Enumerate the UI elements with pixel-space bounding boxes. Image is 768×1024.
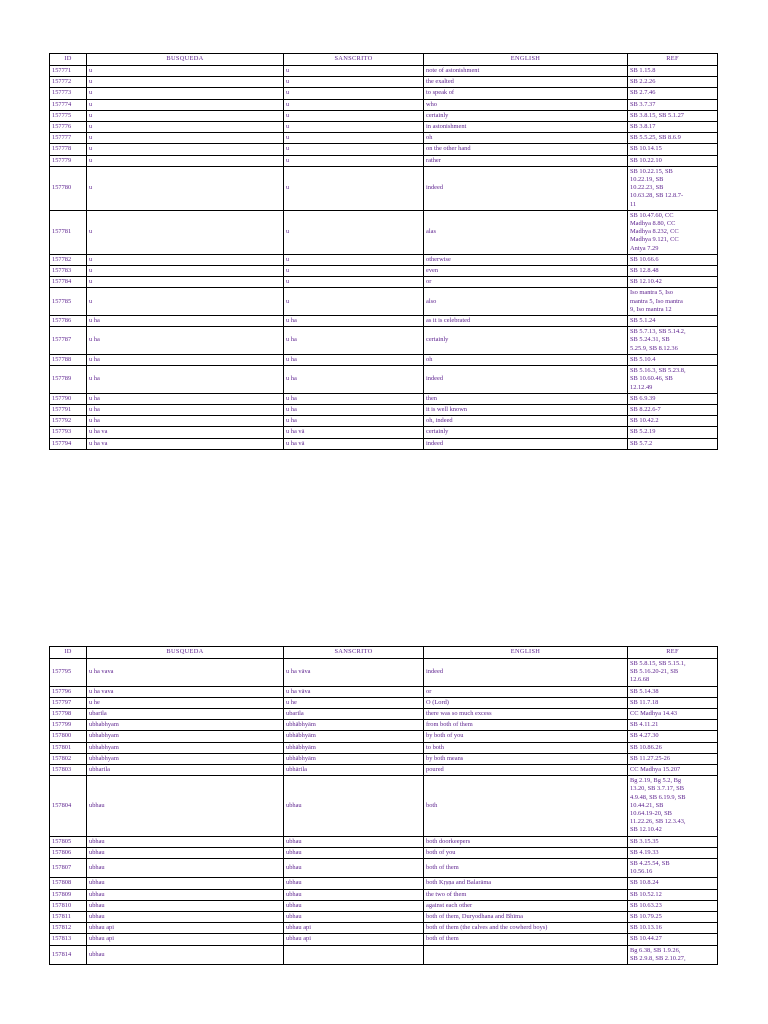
- cell-english: note of astonishment: [424, 66, 628, 77]
- cell-sanscrito: u: [284, 88, 424, 99]
- cell-busqueda: u ha vava: [87, 686, 284, 697]
- cell-id: 157775: [50, 110, 87, 121]
- cell-id: 157785: [50, 288, 87, 316]
- cell-ref: SB 4.25.54, SB 10.56.16: [628, 859, 718, 878]
- cell-sanscrito: u: [284, 144, 424, 155]
- table-row: [50, 659, 718, 687]
- cell-english: there was so much excess: [424, 709, 628, 720]
- cell-ref: SB 2.2.26: [628, 77, 718, 88]
- cell-sanscrito: u: [284, 110, 424, 121]
- cell-busqueda: ubhau: [87, 836, 284, 847]
- cell-busqueda: ubhau: [87, 945, 284, 964]
- cell-ref: SB 5.5.25, SB 8.6.9: [628, 133, 718, 144]
- cell-sanscrito: u ha: [284, 316, 424, 327]
- table-row: [50, 210, 718, 254]
- cell-busqueda: u: [87, 144, 284, 155]
- cell-busqueda: ubarila: [87, 709, 284, 720]
- header-sanscrito: SANSCRITO: [284, 647, 424, 659]
- cell-busqueda: u ha: [87, 354, 284, 365]
- cell-ref: SB 10.8.24: [628, 878, 718, 889]
- cell-english: both of them, Duryodhana and Bhīma: [424, 912, 628, 923]
- cell-english: or: [424, 686, 628, 697]
- cell-english: on the other hand: [424, 144, 628, 155]
- cell-ref: Iso mantra 5, Iso mantra 5, Iso mantra 9, Iso mantra 12: [628, 288, 718, 316]
- cell-ref: SB 10.79.25: [628, 912, 718, 923]
- cell-english: alas: [424, 210, 628, 254]
- cell-sanscrito: ubhau: [284, 836, 424, 847]
- cell-sanscrito: ubhau: [284, 859, 424, 878]
- table-row: [50, 686, 718, 697]
- cell-english: O (Lord): [424, 697, 628, 708]
- cell-id: 157810: [50, 900, 87, 911]
- table-row: [50, 166, 718, 210]
- cell-id: 157796: [50, 686, 87, 697]
- table-row: [50, 720, 718, 731]
- cell-busqueda: u: [87, 254, 284, 265]
- header-busqueda: BUSQUEDA: [87, 647, 284, 659]
- cell-busqueda: ubhau: [87, 859, 284, 878]
- cell-busqueda: u ha: [87, 327, 284, 355]
- cell-sanscrito: ubarila: [284, 709, 424, 720]
- cell-english: who: [424, 99, 628, 110]
- table-row: [50, 77, 718, 88]
- cell-busqueda: ubhabhyam: [87, 731, 284, 742]
- cell-busqueda: ubhau: [87, 889, 284, 900]
- cell-sanscrito: ubhābhyām: [284, 731, 424, 742]
- cell-sanscrito: u: [284, 77, 424, 88]
- cell-english: indeed: [424, 166, 628, 210]
- cell-ref: SB 12.8.48: [628, 266, 718, 277]
- table-row: [50, 122, 718, 133]
- cell-ref: SB 10.14.15: [628, 144, 718, 155]
- cell-ref: SB 5.2.19: [628, 427, 718, 438]
- cell-ref: Bg 6.38, SB 1.9.26, SB 2.9.8, SB 2.10.27,: [628, 945, 718, 964]
- cell-id: 157784: [50, 277, 87, 288]
- cell-sanscrito: ubhābhyām: [284, 753, 424, 764]
- cell-sanscrito: ubhau: [284, 878, 424, 889]
- cell-english: it is well known: [424, 404, 628, 415]
- cell-english: or: [424, 277, 628, 288]
- cell-ref: SB 2.7.46: [628, 88, 718, 99]
- cell-english: then: [424, 393, 628, 404]
- cell-sanscrito: u ha: [284, 416, 424, 427]
- cell-english: indeed: [424, 659, 628, 687]
- cell-id: 157780: [50, 166, 87, 210]
- cell-busqueda: ubhau api: [87, 923, 284, 934]
- cell-sanscrito: u: [284, 288, 424, 316]
- cell-sanscrito: u ha: [284, 393, 424, 404]
- table-row: [50, 366, 718, 394]
- cell-sanscrito: u: [284, 133, 424, 144]
- cell-ref: SB 12.10.42: [628, 277, 718, 288]
- cell-id: 157776: [50, 122, 87, 133]
- cell-english: both of them (the calves and the cowherd boys): [424, 923, 628, 934]
- cell-english: indeed: [424, 438, 628, 449]
- table-row: [50, 254, 718, 265]
- cell-ref: SB 1.15.8: [628, 66, 718, 77]
- cell-busqueda: u ha: [87, 416, 284, 427]
- cell-english: from both of them: [424, 720, 628, 731]
- cell-id: 157805: [50, 836, 87, 847]
- cell-sanscrito: u he: [284, 697, 424, 708]
- cell-id: 157774: [50, 99, 87, 110]
- cell-sanscrito: ubhābhyām: [284, 742, 424, 753]
- cell-sanscrito: ubhau api: [284, 923, 424, 934]
- cell-sanscrito: u ha: [284, 404, 424, 415]
- table-row: [50, 66, 718, 77]
- cell-id: 157779: [50, 155, 87, 166]
- cell-id: 157773: [50, 88, 87, 99]
- table-row: [50, 416, 718, 427]
- cell-busqueda: u ha va: [87, 427, 284, 438]
- cell-sanscrito: u: [284, 155, 424, 166]
- table-2-body: [50, 659, 718, 965]
- cell-ref: SB 10.42.2: [628, 416, 718, 427]
- table-row: [50, 934, 718, 945]
- cell-sanscrito: u ha vā: [284, 438, 424, 449]
- cell-sanscrito: u: [284, 66, 424, 77]
- cell-busqueda: u ha: [87, 404, 284, 415]
- cell-id: 157814: [50, 945, 87, 964]
- cell-ref: SB 10.52.12: [628, 889, 718, 900]
- cell-ref: SB 10.22.10: [628, 155, 718, 166]
- table-row: [50, 697, 718, 708]
- cell-ref: SB 10.22.15, SB 10.22.19, SB 10.22.23, SB 10.63.28, SB 12.8.7- 11: [628, 166, 718, 210]
- cell-busqueda: ubharila: [87, 765, 284, 776]
- table-row: [50, 945, 718, 964]
- cell-id: 157806: [50, 847, 87, 858]
- cell-id: 157802: [50, 753, 87, 764]
- table-row: [50, 709, 718, 720]
- table-row: [50, 288, 718, 316]
- cell-sanscrito: [284, 945, 424, 964]
- cell-ref: SB 10.66.6: [628, 254, 718, 265]
- cell-ref: CC Madhya 15.207: [628, 765, 718, 776]
- cell-ref: SB 5.14.38: [628, 686, 718, 697]
- cell-id: 157772: [50, 77, 87, 88]
- table-1-body: [50, 66, 718, 450]
- cell-english: otherwise: [424, 254, 628, 265]
- table-row: [50, 776, 718, 836]
- cell-id: 157798: [50, 709, 87, 720]
- cell-ref: SB 10.44.27: [628, 934, 718, 945]
- cell-ref: SB 6.9.39: [628, 393, 718, 404]
- cell-id: 157786: [50, 316, 87, 327]
- table-row: [50, 99, 718, 110]
- cell-busqueda: u: [87, 88, 284, 99]
- table-row: [50, 354, 718, 365]
- cell-id: 157791: [50, 404, 87, 415]
- cell-id: 157783: [50, 266, 87, 277]
- cell-busqueda: u: [87, 133, 284, 144]
- cell-english: as it is celebrated: [424, 316, 628, 327]
- cell-ref: SB 4.11.21: [628, 720, 718, 731]
- cell-busqueda: u ha: [87, 393, 284, 404]
- cell-english: the two of them: [424, 889, 628, 900]
- table-row: [50, 144, 718, 155]
- cell-busqueda: u: [87, 77, 284, 88]
- cell-english: by both means: [424, 753, 628, 764]
- cell-id: 157813: [50, 934, 87, 945]
- cell-english: certainly: [424, 110, 628, 121]
- cell-english: even: [424, 266, 628, 277]
- cell-sanscrito: u ha vāva: [284, 686, 424, 697]
- table-row: [50, 847, 718, 858]
- cell-busqueda: u ha: [87, 316, 284, 327]
- cell-busqueda: ubhau: [87, 878, 284, 889]
- cell-id: 157804: [50, 776, 87, 836]
- header-id: ID: [50, 54, 87, 66]
- table-row: [50, 859, 718, 878]
- cell-sanscrito: u ha vāva: [284, 659, 424, 687]
- cell-english: both of them: [424, 934, 628, 945]
- table-row: [50, 836, 718, 847]
- header-ref: REF: [628, 54, 718, 66]
- cell-busqueda: u ha: [87, 366, 284, 394]
- header-english: ENGLISH: [424, 647, 628, 659]
- cell-id: 157809: [50, 889, 87, 900]
- cell-english: in astonishment: [424, 122, 628, 133]
- cell-busqueda: u: [87, 110, 284, 121]
- table-row: [50, 277, 718, 288]
- cell-ref: SB 10.86.26: [628, 742, 718, 753]
- cell-ref: SB 5.7.2: [628, 438, 718, 449]
- table-row: [50, 742, 718, 753]
- cell-id: 157807: [50, 859, 87, 878]
- table-row: [50, 110, 718, 121]
- table-row: [50, 133, 718, 144]
- cell-sanscrito: u ha vā: [284, 427, 424, 438]
- table-row: [50, 427, 718, 438]
- cell-ref: SB 10.13.16: [628, 923, 718, 934]
- cell-english: poured: [424, 765, 628, 776]
- dictionary-table-2: [49, 646, 718, 965]
- cell-busqueda: ubhau: [87, 900, 284, 911]
- cell-english: rather: [424, 155, 628, 166]
- cell-ref: SB 5.8.15, SB 5.15.1, SB 5.16.20-21, SB 12.6.68: [628, 659, 718, 687]
- cell-ref: SB 10.63.23: [628, 900, 718, 911]
- header-ref: REF: [628, 647, 718, 659]
- cell-id: 157787: [50, 327, 87, 355]
- cell-id: 157808: [50, 878, 87, 889]
- cell-sanscrito: ubhau: [284, 847, 424, 858]
- cell-id: 157799: [50, 720, 87, 731]
- cell-sanscrito: ubhau: [284, 912, 424, 923]
- table-row: [50, 316, 718, 327]
- table-row: [50, 266, 718, 277]
- cell-id: 157803: [50, 765, 87, 776]
- table-row: [50, 753, 718, 764]
- dictionary-table-1: [49, 53, 718, 450]
- cell-busqueda: ubhabhyam: [87, 720, 284, 731]
- cell-ref: SB 3.8.15, SB 5.1.27: [628, 110, 718, 121]
- cell-ref: SB 3.15.35: [628, 836, 718, 847]
- cell-ref: SB 5.16.3, SB 5.23.8, SB 10.60.46, SB 12.12.49: [628, 366, 718, 394]
- cell-id: 157788: [50, 354, 87, 365]
- table-row: [50, 889, 718, 900]
- cell-sanscrito: u: [284, 210, 424, 254]
- cell-english: both of you: [424, 847, 628, 858]
- cell-english: to both: [424, 742, 628, 753]
- cell-sanscrito: ubhau: [284, 776, 424, 836]
- cell-ref: SB 3.7.37: [628, 99, 718, 110]
- cell-ref: SB 11.27.25-26: [628, 753, 718, 764]
- table-row: [50, 731, 718, 742]
- cell-busqueda: ubhau: [87, 912, 284, 923]
- header-sanscrito: SANSCRITO: [284, 54, 424, 66]
- cell-english: certainly: [424, 427, 628, 438]
- cell-ref: SB 5.1.24: [628, 316, 718, 327]
- cell-id: 157801: [50, 742, 87, 753]
- cell-sanscrito: u: [284, 266, 424, 277]
- cell-sanscrito: ubhau: [284, 900, 424, 911]
- cell-english: also: [424, 288, 628, 316]
- cell-busqueda: u: [87, 99, 284, 110]
- cell-english: the exalted: [424, 77, 628, 88]
- table-row: [50, 912, 718, 923]
- cell-busqueda: u he: [87, 697, 284, 708]
- cell-busqueda: u ha vava: [87, 659, 284, 687]
- header-busqueda: BUSQUEDA: [87, 54, 284, 66]
- table-row: [50, 393, 718, 404]
- cell-busqueda: ubhau: [87, 776, 284, 836]
- cell-id: 157812: [50, 923, 87, 934]
- cell-english: both doorkeepers: [424, 836, 628, 847]
- cell-english: against each other: [424, 900, 628, 911]
- cell-ref: SB 5.10.4: [628, 354, 718, 365]
- cell-busqueda: u: [87, 277, 284, 288]
- cell-english: both Kṛṣṇa and Balarāma: [424, 878, 628, 889]
- cell-sanscrito: u: [284, 99, 424, 110]
- cell-english: to speak of: [424, 88, 628, 99]
- cell-ref: SB 8.22.6-7: [628, 404, 718, 415]
- cell-id: 157789: [50, 366, 87, 394]
- cell-sanscrito: u: [284, 254, 424, 265]
- cell-busqueda: ubhabhyam: [87, 742, 284, 753]
- table-row: [50, 923, 718, 934]
- cell-english: [424, 945, 628, 964]
- header-id: ID: [50, 647, 87, 659]
- cell-busqueda: ubhabhyam: [87, 753, 284, 764]
- cell-english: by both of you: [424, 731, 628, 742]
- cell-id: 157792: [50, 416, 87, 427]
- cell-sanscrito: u ha: [284, 366, 424, 394]
- table-row: [50, 900, 718, 911]
- cell-id: 157811: [50, 912, 87, 923]
- cell-english: oh: [424, 354, 628, 365]
- header-english: ENGLISH: [424, 54, 628, 66]
- cell-ref: SB 4.27.30: [628, 731, 718, 742]
- table-row: [50, 404, 718, 415]
- table-row: [50, 327, 718, 355]
- cell-sanscrito: ubhau api: [284, 934, 424, 945]
- cell-id: 157778: [50, 144, 87, 155]
- cell-sanscrito: u ha: [284, 327, 424, 355]
- cell-ref: SB 11.7.18: [628, 697, 718, 708]
- cell-id: 157771: [50, 66, 87, 77]
- cell-ref: Bg 2.19, Bg 5.2, Bg 13.20, SB 3.7.17, SB 4.9.48, SB 6.19.9, SB 10.44.21, SB 10.64.19-20, SB 11.22.26, SB 12.3.43, SB 12.10.42: [628, 776, 718, 836]
- table-row: [50, 438, 718, 449]
- cell-busqueda: u ha va: [87, 438, 284, 449]
- cell-id: 157797: [50, 697, 87, 708]
- cell-id: 157794: [50, 438, 87, 449]
- cell-ref: SB 4.19.33: [628, 847, 718, 858]
- cell-busqueda: u: [87, 266, 284, 277]
- table-row: [50, 878, 718, 889]
- cell-sanscrito: u ha: [284, 354, 424, 365]
- cell-sanscrito: ubhau: [284, 889, 424, 900]
- cell-sanscrito: u: [284, 166, 424, 210]
- cell-busqueda: ubhau api: [87, 934, 284, 945]
- header-row: [50, 54, 718, 66]
- cell-id: 157777: [50, 133, 87, 144]
- cell-english: certainly: [424, 327, 628, 355]
- cell-busqueda: ubhau: [87, 847, 284, 858]
- cell-sanscrito: ubhārila: [284, 765, 424, 776]
- cell-id: 157793: [50, 427, 87, 438]
- table-row: [50, 88, 718, 99]
- table-row: [50, 765, 718, 776]
- cell-english: oh, indeed: [424, 416, 628, 427]
- cell-sanscrito: u: [284, 122, 424, 133]
- cell-busqueda: u: [87, 122, 284, 133]
- cell-busqueda: u: [87, 210, 284, 254]
- cell-id: 157782: [50, 254, 87, 265]
- cell-id: 157781: [50, 210, 87, 254]
- cell-busqueda: u: [87, 166, 284, 210]
- cell-english: both of them: [424, 859, 628, 878]
- header-row: [50, 647, 718, 659]
- cell-english: both: [424, 776, 628, 836]
- cell-busqueda: u: [87, 66, 284, 77]
- table-row: [50, 155, 718, 166]
- cell-busqueda: u: [87, 155, 284, 166]
- cell-english: oh: [424, 133, 628, 144]
- cell-sanscrito: ubhābhyām: [284, 720, 424, 731]
- cell-ref: SB 10.47.60, CC Madhya 8.80, CC Madhya 8.232, CC Madhya 9.121, CC Antya 7.29: [628, 210, 718, 254]
- cell-id: 157800: [50, 731, 87, 742]
- cell-sanscrito: u: [284, 277, 424, 288]
- cell-ref: SB 5.7.13, SB 5.14.2, SB 5.24.31, SB 5.25.9, SB 8.12.36: [628, 327, 718, 355]
- cell-english: indeed: [424, 366, 628, 394]
- cell-ref: CC Madhya 14.43: [628, 709, 718, 720]
- cell-id: 157795: [50, 659, 87, 687]
- cell-ref: SB 3.8.17: [628, 122, 718, 133]
- cell-id: 157790: [50, 393, 87, 404]
- cell-busqueda: u: [87, 288, 284, 316]
